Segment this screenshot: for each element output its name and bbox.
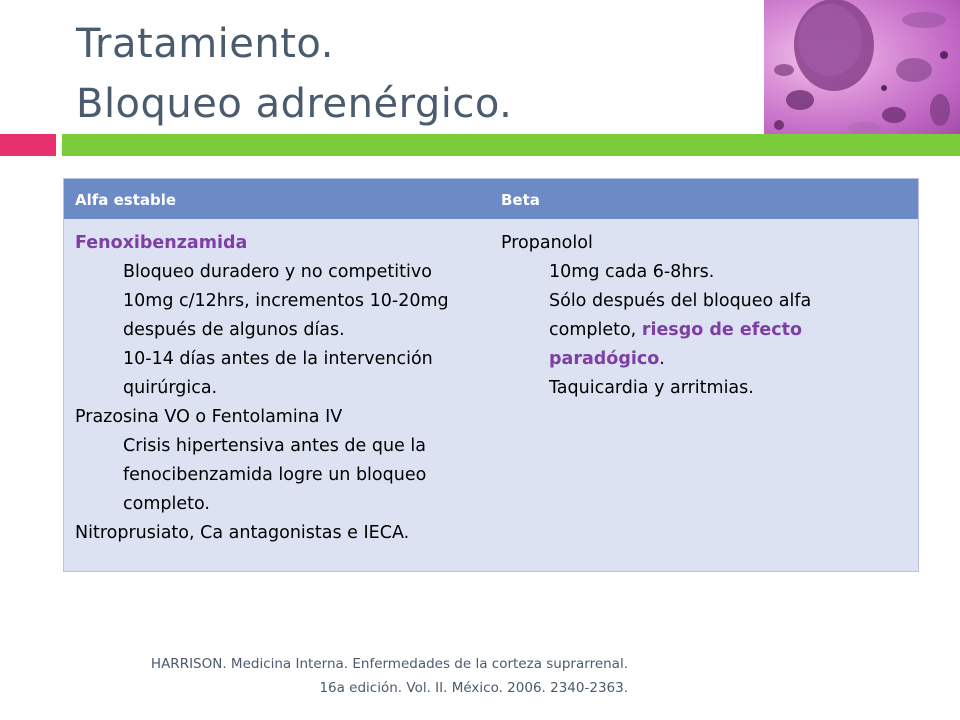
micrograph-image — [764, 0, 960, 140]
treatment-table — [63, 178, 919, 572]
title-line-2: Bloqueo adrenérgico. — [76, 81, 513, 127]
beta-detail-plain: completo, — [549, 320, 642, 340]
alfa-detail-line: 10-14 días antes de la intervención — [123, 349, 433, 369]
header-alfa-estable: Alfa estable — [75, 191, 177, 209]
accent-bar-green — [62, 134, 960, 156]
drug-propanolol: Propanolol — [501, 233, 593, 253]
alfa-detail-line: 10mg c/12hrs, incrementos 10-20mg — [123, 291, 449, 311]
beta-detail-line — [501, 345, 901, 374]
table-header-row — [64, 179, 918, 219]
beta-detail-line: Sólo después del bloqueo alfa — [549, 291, 812, 311]
beta-detail-line: Taquicardia y arritmias. — [549, 378, 754, 398]
citation-line-2: 16a edición. Vol. II. México. 2006. 2340-2363. — [319, 680, 628, 696]
beta-detail-line — [501, 316, 901, 345]
title-line-1: Tratamiento. — [76, 21, 334, 67]
beta-risk-highlight: riesgo de efecto — [641, 320, 802, 340]
drug-fenoxibenzamida: Fenoxibenzamida — [75, 233, 248, 253]
accent-bar-pink — [0, 134, 56, 156]
drug-prazosina: Prazosina VO o Fentolamina IV — [75, 407, 343, 427]
citation — [88, 652, 628, 700]
slide-title — [76, 14, 756, 134]
beta-column — [501, 229, 901, 403]
beta-detail-dot: . — [659, 349, 665, 369]
alfa-detail-line: Crisis hipertensiva antes de que la — [123, 436, 426, 456]
micrograph-drawing — [764, 0, 960, 140]
drug-nitroprusiato: Nitroprusiato, Ca antagonistas e IECA. — [75, 523, 410, 543]
alfa-detail-line: quirúrgica. — [123, 378, 218, 398]
alfa-detail-line: fenocibenzamida logre un bloqueo — [123, 465, 427, 485]
header-beta: Beta — [501, 191, 540, 209]
alfa-column — [75, 229, 489, 548]
alfa-detail-line: completo. — [123, 494, 210, 514]
citation-line-1: HARRISON. Medicina Interna. Enfermedades de la corteza suprarrenal. — [150, 656, 628, 672]
beta-detail-line: 10mg cada 6-8hrs. — [549, 262, 715, 282]
alfa-detail-line: después de algunos días. — [123, 320, 345, 340]
beta-risk-highlight-2: paradógico — [549, 349, 660, 369]
alfa-detail-line: Bloqueo duradero y no competitivo — [123, 262, 432, 282]
